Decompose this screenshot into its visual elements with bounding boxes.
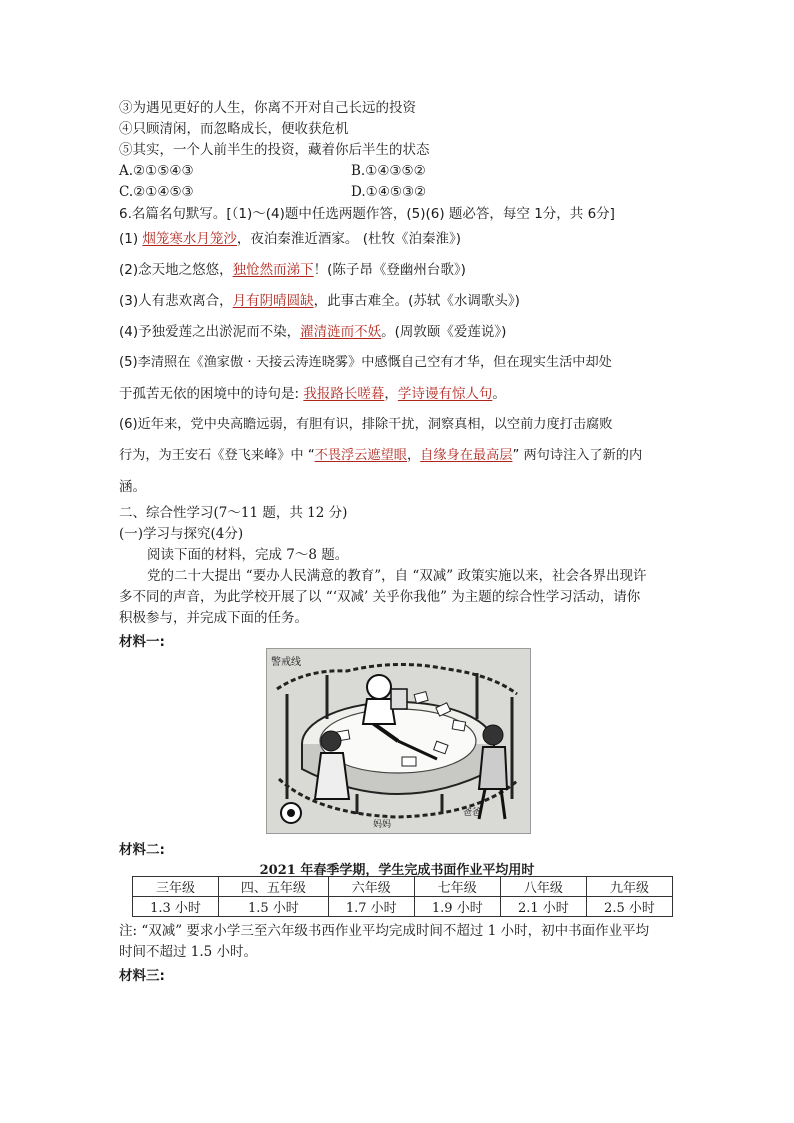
q6-line-1 [119, 230, 461, 248]
q6-line-5a: (5)李清照在《渔家傲 · 天接云涛连晓雾》中感慨自己空有才华，但在现实生活中却处 [119, 355, 612, 370]
q6-l5b-mid: ， [384, 386, 398, 402]
section2-p2c: 积极参与，并完成下面的任务。 [119, 610, 308, 626]
q6-line-3 [119, 292, 520, 310]
q6-answer-6b: 自缘身在最高层 [420, 448, 513, 463]
q6-l6b-post: ” 两句诗注入了新的内 [512, 448, 643, 463]
homework-time-table [132, 876, 673, 917]
q6-l2-post: ！(陈子昂《登幽州台歌》) [313, 262, 466, 278]
cartoon-label-warning: 警戒线 [271, 657, 301, 668]
table-header-row [133, 877, 673, 897]
table-cell: 2.5 小时 [586, 897, 672, 917]
q6-answer-4: 濯清涟而不妖 [300, 324, 382, 340]
q6-l5b-pre: 于孤苦无依的困境中的诗句是: [119, 386, 304, 402]
section2-p2a: 党的二十大提出 “要办人民满意的教育”，自 “双减” 政策实施以来，社会各界出现许 [147, 568, 647, 584]
section2-sub: (一)学习与探究(4分) [119, 526, 244, 542]
cartoon-drawing [267, 649, 530, 833]
q6-l5b-post: 。 [492, 386, 506, 402]
q6-l4-pre: (4)予独爱莲之出淤泥而不染， [119, 324, 301, 340]
q6-l2-pre: (2)念天地之悠悠， [119, 262, 233, 278]
table-note-b: 时间不超过 1.5 小时。 [119, 944, 258, 960]
material3-label: 材料三: [119, 968, 165, 984]
table-cell: 1.7 小时 [328, 897, 414, 917]
q6-l6b-pre: 行为，为王安石《登飞来峰》中 “ [119, 448, 315, 463]
option-line-4: ④只顾清闲，而忽略成长，便收获危机 [119, 121, 349, 137]
q6-l6b-mid: ， [406, 448, 421, 463]
table-cell: 2.1 小时 [500, 897, 586, 917]
table-title: 2021 年春季学期，学生完成书面作业平均用时 [259, 863, 535, 878]
option-line-5: ⑤其实，一个人前半生的投资，藏着你后半生的状态 [119, 142, 430, 158]
q6-line-6a: (6)近年来，党中央高瞻远弱，有胆有识，排除干扰，洞察真相，以空前力度打击腐败 [119, 417, 613, 432]
table-header-cell: 三年级 [133, 877, 219, 897]
choice-a: A.②①⑤④③ [119, 163, 194, 179]
table-row [133, 897, 673, 917]
table-header-cell: 八年级 [500, 877, 586, 897]
q6-heading: 6.名篇名句默写。[（1)～(4)题中任选两题作答，(5)(6) 题必答，每空 1分，共 6分] [119, 206, 615, 222]
q6-l4-post: 。(周敦颐《爱莲说》) [381, 324, 507, 340]
option-line-3: ③为遇见更好的人生，你离不开对自己长远的投资 [119, 100, 416, 116]
q6-answer-2: 独怆然而涕下 [232, 262, 314, 278]
material2-label: 材料二: [119, 842, 165, 858]
q6-answer-5a: 我报路长嗟暮 [303, 386, 385, 402]
choice-d: D.①④⑤③② [351, 184, 427, 200]
table-header-cell: 四、五年级 [219, 877, 329, 897]
q6-answer-5b: 学诗谩有惊人句 [397, 386, 493, 402]
section2-p1: 阅读下面的材料，完成 7～8 题。 [147, 547, 349, 563]
cartoon-label-mom: 妈妈 [373, 820, 392, 830]
q6-line-6c: 涵。 [119, 479, 146, 495]
cartoon-label-dad: 爸爸 [463, 808, 482, 818]
table-header-cell: 七年级 [414, 877, 500, 897]
table-cell: 1.3 小时 [133, 897, 219, 917]
q6-l1-post: ，夜泊秦淮近酒家。 (杜牧《泊秦淮》) [236, 231, 461, 247]
section2-heading: 二、综合性学习(7～11 题，共 12 分) [119, 505, 348, 521]
table-cell: 1.9 小时 [414, 897, 500, 917]
cartoon-image [266, 648, 531, 834]
table-header-cell: 六年级 [328, 877, 414, 897]
q6-answer-1: 烟笼寒水月笼沙 [142, 231, 237, 247]
q6-answer-3: 月有阴晴圆缺 [232, 293, 314, 309]
q6-line-2 [119, 261, 466, 279]
table-note-a: 注: “双减” 要求小学三至六年级书西作业平均完成时间不超过 1 小时，初中书面作业平均 [119, 923, 650, 939]
q6-l1-pre: (1) [119, 231, 143, 247]
q6-l3-post: ，此事古难全。(苏轼《水调歌头》) [313, 293, 520, 309]
choice-b: B.①④③⑤② [351, 163, 426, 179]
q6-line-6b [119, 447, 642, 465]
q6-l3-pre: (3)人有悲欢离合， [119, 293, 233, 309]
choice-c: C.②①④⑤③ [119, 184, 194, 200]
section2-p2b: 多不同的声音，为此学校开展了以 “‘双减’ 关乎你我他” 为主题的综合性学习活动，请你 [119, 589, 641, 605]
q6-line-4 [119, 323, 506, 341]
material1-label: 材料一: [119, 634, 165, 650]
table-cell: 1.5 小时 [219, 897, 329, 917]
q6-line-5b [119, 385, 506, 403]
q6-answer-6a: 不畏浮云遮望眼 [314, 448, 407, 463]
table-header-cell: 九年级 [586, 877, 672, 897]
